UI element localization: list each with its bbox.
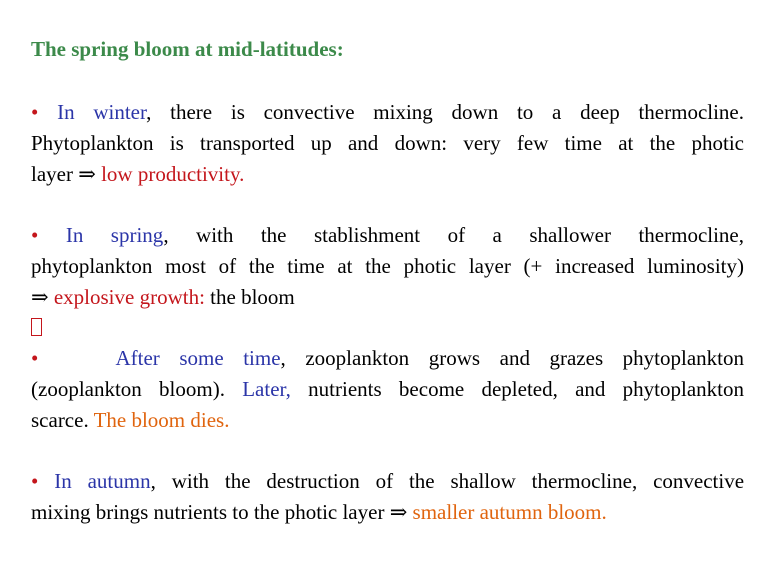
paragraph-after (31, 343, 744, 436)
paragraph-autumn (31, 466, 744, 528)
line (31, 497, 744, 528)
bullet: • (31, 346, 39, 370)
text: Phytoplankton is transported up and down: very few time at the photic (31, 131, 744, 155)
text: ⇒ (31, 285, 54, 309)
line (31, 251, 744, 282)
highlight-text: low productivity. (101, 162, 245, 186)
line (31, 282, 744, 313)
lead-text: After some time (115, 346, 281, 370)
lead-text: In spring (65, 223, 164, 247)
text: scarce. (31, 408, 94, 432)
highlight-text: smaller autumn bloom. (412, 500, 607, 524)
line (31, 128, 744, 159)
paragraph-winter (31, 97, 744, 190)
text: , with the destruction of the shallow thermocline, convective (150, 469, 745, 493)
highlight-text: The bloom dies. (93, 408, 230, 432)
missing-glyph-icon (31, 318, 42, 336)
bullet: • (31, 223, 39, 247)
text: , there is convective mixing down to a deep thermocline. (146, 100, 745, 124)
text: the bloom (204, 285, 295, 309)
lead-text: In winter (57, 100, 147, 124)
line (31, 374, 744, 405)
bullet: • (31, 100, 39, 124)
line (31, 220, 744, 251)
bullet: • (31, 469, 39, 493)
text: , zooplankton grows and grazes phytoplankton (280, 346, 745, 370)
text: phytoplankton most of the time at the photic layer (+ increased luminosity) (31, 254, 744, 278)
line (31, 466, 744, 497)
line (31, 97, 744, 128)
highlight-text: explosive growth: (53, 285, 205, 309)
text: nutrients become depleted, and phytoplankton (290, 377, 744, 401)
line (31, 159, 744, 190)
lead-text: In autumn (54, 469, 151, 493)
text: , with the stablishment of a shallower thermocline, (163, 223, 745, 247)
text: mixing brings nutrients to the photic layer ⇒ (31, 500, 413, 524)
highlight-text: Later, (242, 377, 291, 401)
slide-title: The spring bloom at mid-latitudes: (31, 37, 344, 61)
text: (zooplankton bloom). (31, 377, 243, 401)
paragraph-spring (31, 220, 744, 313)
line (31, 405, 744, 436)
text: layer ⇒ (31, 162, 102, 186)
line (31, 343, 744, 374)
